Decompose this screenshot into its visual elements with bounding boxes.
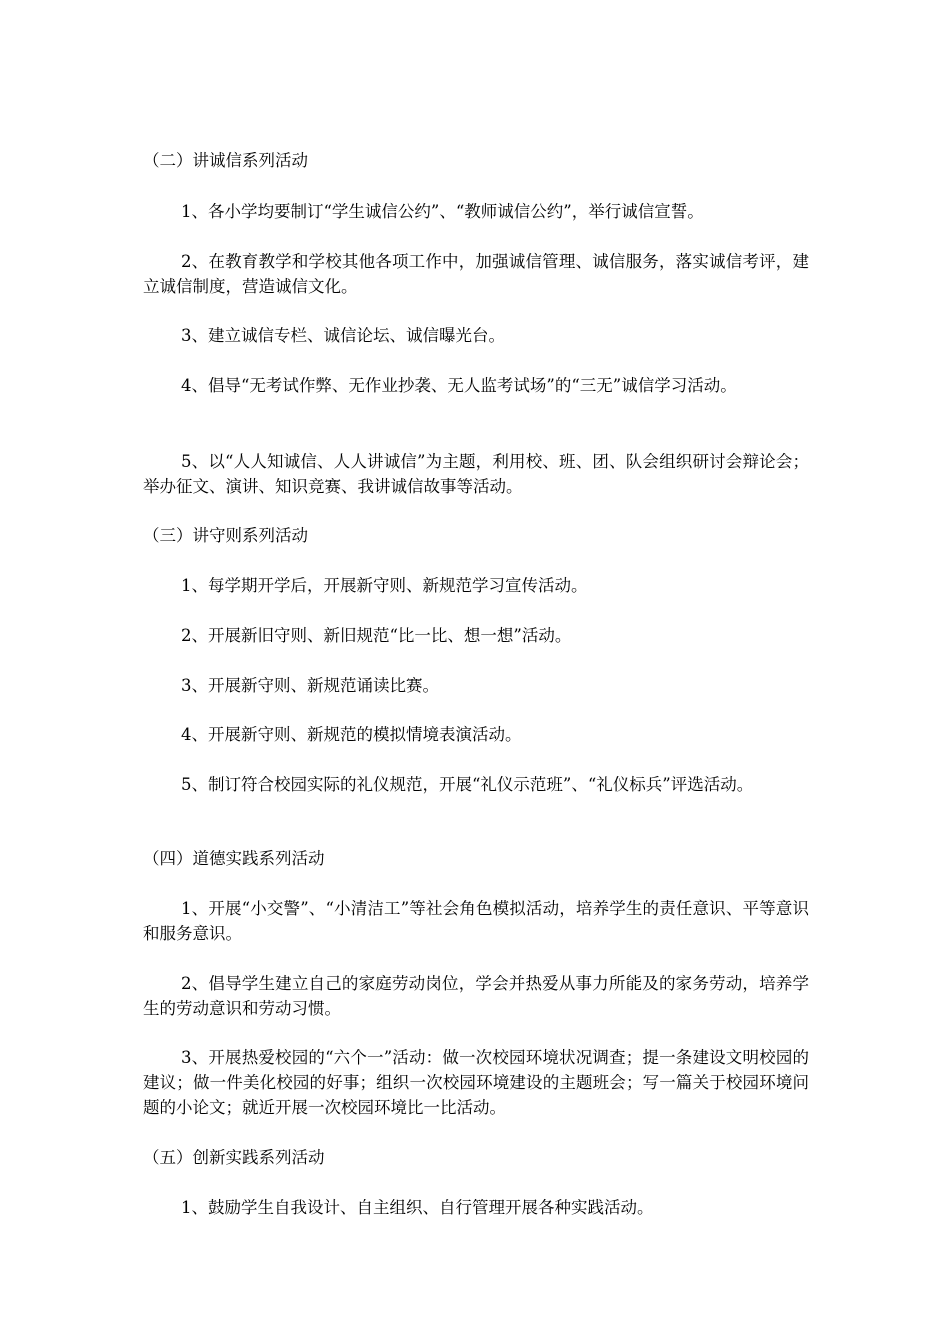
paragraph-3-2: 2、开展新旧守则、新旧规范“比一比、想一想”活动。 (181, 626, 572, 645)
paragraph-2-1: 1、各小学均要制订“学生诚信公约”、“教师诚信公约”，举行诚信宣誓。 (181, 202, 704, 221)
paragraph-2-3: 3、建立诚信专栏、诚信论坛、诚信曝光台。 (181, 326, 505, 345)
document-page (143, 0, 809, 1344)
paragraph-3-3: 3、开展新守则、新规范诵读比赛。 (181, 676, 439, 695)
paragraph-3-1: 1、每学期开学后，开展新守则、新规范学习宣传活动。 (181, 576, 588, 595)
paragraph-2-2: 2、在教育教学和学校其他各项工作中，加强诚信管理、诚信服务，落实诚信考评，建立诚信制度，营造诚信文化。 (143, 252, 809, 296)
section-heading-4: （四）道德实践系列活动 (143, 849, 325, 868)
section-heading-2: （二）讲诚信系列活动 (143, 151, 308, 170)
paragraph-4-1: 1、开展“小交警”、“小清洁工”等社会角色模拟活动，培养学生的责任意识、平等意识和服务意识。 (143, 899, 809, 943)
section-heading-5: （五）创新实践系列活动 (143, 1148, 325, 1167)
section-heading-3: （三）讲守则系列活动 (143, 526, 308, 545)
paragraph-4-3: 3、开展热爱校园的“六个一”活动：做一次校园环境状况调查；提一条建设文明校园的建议；做一件美化校园的好事；组织一次校园环境建设的主题班会；写一篇关于校园环境问题的小论文；就近开展一次校园环境比一比活动。 (143, 1048, 809, 1117)
paragraph-2-4: 4、倡导“无考试作弊、无作业抄袭、无人监考试场”的“三无”诚信学习活动。 (181, 376, 737, 395)
paragraph-4-2: 2、倡导学生建立自己的家庭劳动岗位，学会并热爱从事力所能及的家务劳动，培养学生的劳动意识和劳动习惯。 (143, 974, 809, 1018)
paragraph-2-5: 5、以“人人知诚信、人人讲诚信”为主题，利用校、班、团、队会组织研讨会辩论会；举办征文、演讲、知识竞赛、我讲诚信故事等活动。 (143, 452, 809, 496)
paragraph-3-5: 5、制订符合校园实际的礼仪规范，开展“礼仪示范班”、“礼仪标兵”评选活动。 (181, 775, 754, 794)
paragraph-3-4: 4、开展新守则、新规范的模拟情境表演活动。 (181, 725, 522, 744)
paragraph-5-1: 1、鼓励学生自我设计、自主组织、自行管理开展各种实践活动。 (181, 1198, 654, 1217)
